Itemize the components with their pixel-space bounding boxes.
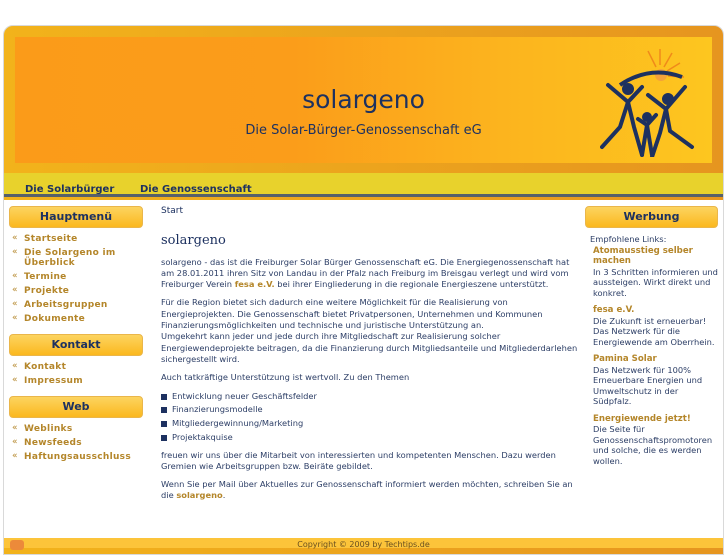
region-text: Für die Region bietet sich dadurch eine weitere Möglichkeit für die Realisierung von Energieprojekten. Die Genossenschaft bietet Privatpersonen, Unternehmen und Kommunen Finanzierungsmöglichkeiten und technische und juristische Unterstützung an. [161, 297, 543, 331]
mail-text-end: . [222, 490, 226, 501]
ad-text: Die Seite für Genossenschaftspromotoren und solche, die es werden wollen. [593, 424, 713, 466]
mail-paragraph [161, 479, 579, 502]
breadcrumb[interactable]: Start [161, 206, 183, 216]
membership-text: Umgekehrt kann jeder und jede durch ihre Mitgliedschaft zur Realisierung solcher Energiewendeprojekte beitragen, da die Finanzierung durch Mitgliedsanteile und Mitgliederdarlehen sichergestellt wird. [161, 331, 578, 364]
logo-icon [600, 47, 700, 157]
ad-item [593, 305, 718, 347]
menu-heading-web: Web [9, 396, 143, 418]
mail-text: Wenn Sie per Mail über Aktuelles zur Genossenschaft informiert werden möchten, schreiben Sie an die [161, 479, 573, 501]
ad-item [593, 354, 718, 407]
site-subtitle: Die Solar-Bürger-Genossenschaft eG [245, 123, 482, 138]
footer [4, 538, 723, 548]
menu-item-impressum[interactable]: « Impressum [12, 376, 143, 386]
menu-item-haftungsausschluss[interactable]: « Haftungsausschluss [12, 452, 143, 462]
ad-link[interactable]: Pamina Solar [593, 354, 657, 364]
menu-item-kontakt[interactable]: « Kontakt [12, 362, 143, 372]
content-area [4, 200, 723, 538]
ad-text: Das Netzwerk für 100% Erneuerbare Energien und Umweltschutz in der Südpfalz. [593, 364, 703, 406]
region-paragraph [161, 297, 579, 365]
menu-item-arbeitsgruppen[interactable]: « Arbeitsgruppen [12, 300, 143, 310]
site-title: solargeno [302, 85, 425, 114]
menu-item-weblinks[interactable]: « Weblinks [12, 424, 143, 434]
collab-paragraph: freuen wir uns über die Mitarbeit von interessierten und kompetenten Menschen. Dazu werden Gremien wie Arbeitsgruppen bzw. Beiräte gebildet. [161, 449, 556, 471]
left-sidebar [9, 206, 143, 472]
right-sidebar [585, 206, 718, 473]
fesa-link[interactable]: fesa e.V. [234, 279, 275, 290]
intro-text-end: bei ihrer Eingliederung in die regionale Energieszene unterstützt. [274, 279, 549, 290]
ads-heading: Werbung [585, 206, 718, 228]
list-item: Finanzierungsmodelle [161, 404, 579, 415]
ads-intro: Empfohlene Links: [590, 234, 667, 244]
menu-item-dokumente[interactable]: « Dokumente [12, 314, 143, 324]
menu-item-newsfeeds[interactable]: « Newsfeeds [12, 438, 143, 448]
menu-item-startseite[interactable]: « Startseite [12, 234, 143, 244]
ad-item [593, 414, 718, 467]
menu-item-ueberblick[interactable]: « Die Solargeno im Überblick [12, 248, 143, 268]
top-nav [4, 173, 723, 197]
menu-item-termine[interactable]: « Termine [12, 272, 143, 282]
list-item: Mitgliedergewinnung/Marketing [161, 418, 579, 429]
site-header [15, 37, 712, 163]
page-title: solargeno [161, 233, 226, 249]
ad-link[interactable]: Atomausstieg selber machen [593, 245, 693, 266]
nav-die-solarbuerger[interactable]: Die Solarbürger [25, 184, 115, 195]
ad-item [593, 246, 718, 299]
ad-text: Die Zukunft ist erneuerbar! Das Netzwerk für die Energiewende am Oberrhein. [593, 315, 715, 347]
menu-item-projekte[interactable]: « Projekte [12, 286, 143, 296]
ad-link[interactable]: fesa e.V. [593, 305, 635, 315]
solargeno-mail-link[interactable]: solargeno [176, 490, 223, 501]
main-content [161, 206, 579, 509]
support-paragraph: Auch tatkräftige Unterstützung ist wertvoll. Zu den Themen [161, 372, 410, 383]
ad-text: In 3 Schritten informieren und aussteigen. Wirkt direkt und konkret. [593, 266, 718, 298]
ad-link[interactable]: Energiewende jetzt! [593, 413, 691, 424]
footer-icon [10, 540, 24, 550]
list-item: Projektakquise [161, 432, 579, 443]
nav-die-genossenschaft[interactable]: Die Genossenschaft [140, 184, 252, 195]
intro-text: solargeno - das ist die Freiburger Solar Bürger Genossenschaft eG. Die Energiegenossenschaft hat am 28.01.2011 ihren Sitz von Landau in der Pfalz nach Freiburg im Breisgau verlegt und wird vom Freiburger Verein [161, 256, 570, 290]
menu-heading-hauptmenu: Hauptmenü [9, 206, 143, 228]
copyright-text: Copyright © 2009 by Techtips.de [297, 540, 430, 549]
intro-paragraph [161, 257, 579, 291]
list-item: Entwicklung neuer Geschäftsfelder [161, 391, 579, 402]
menu-heading-kontakt: Kontakt [9, 334, 143, 356]
topics-list [161, 391, 579, 444]
